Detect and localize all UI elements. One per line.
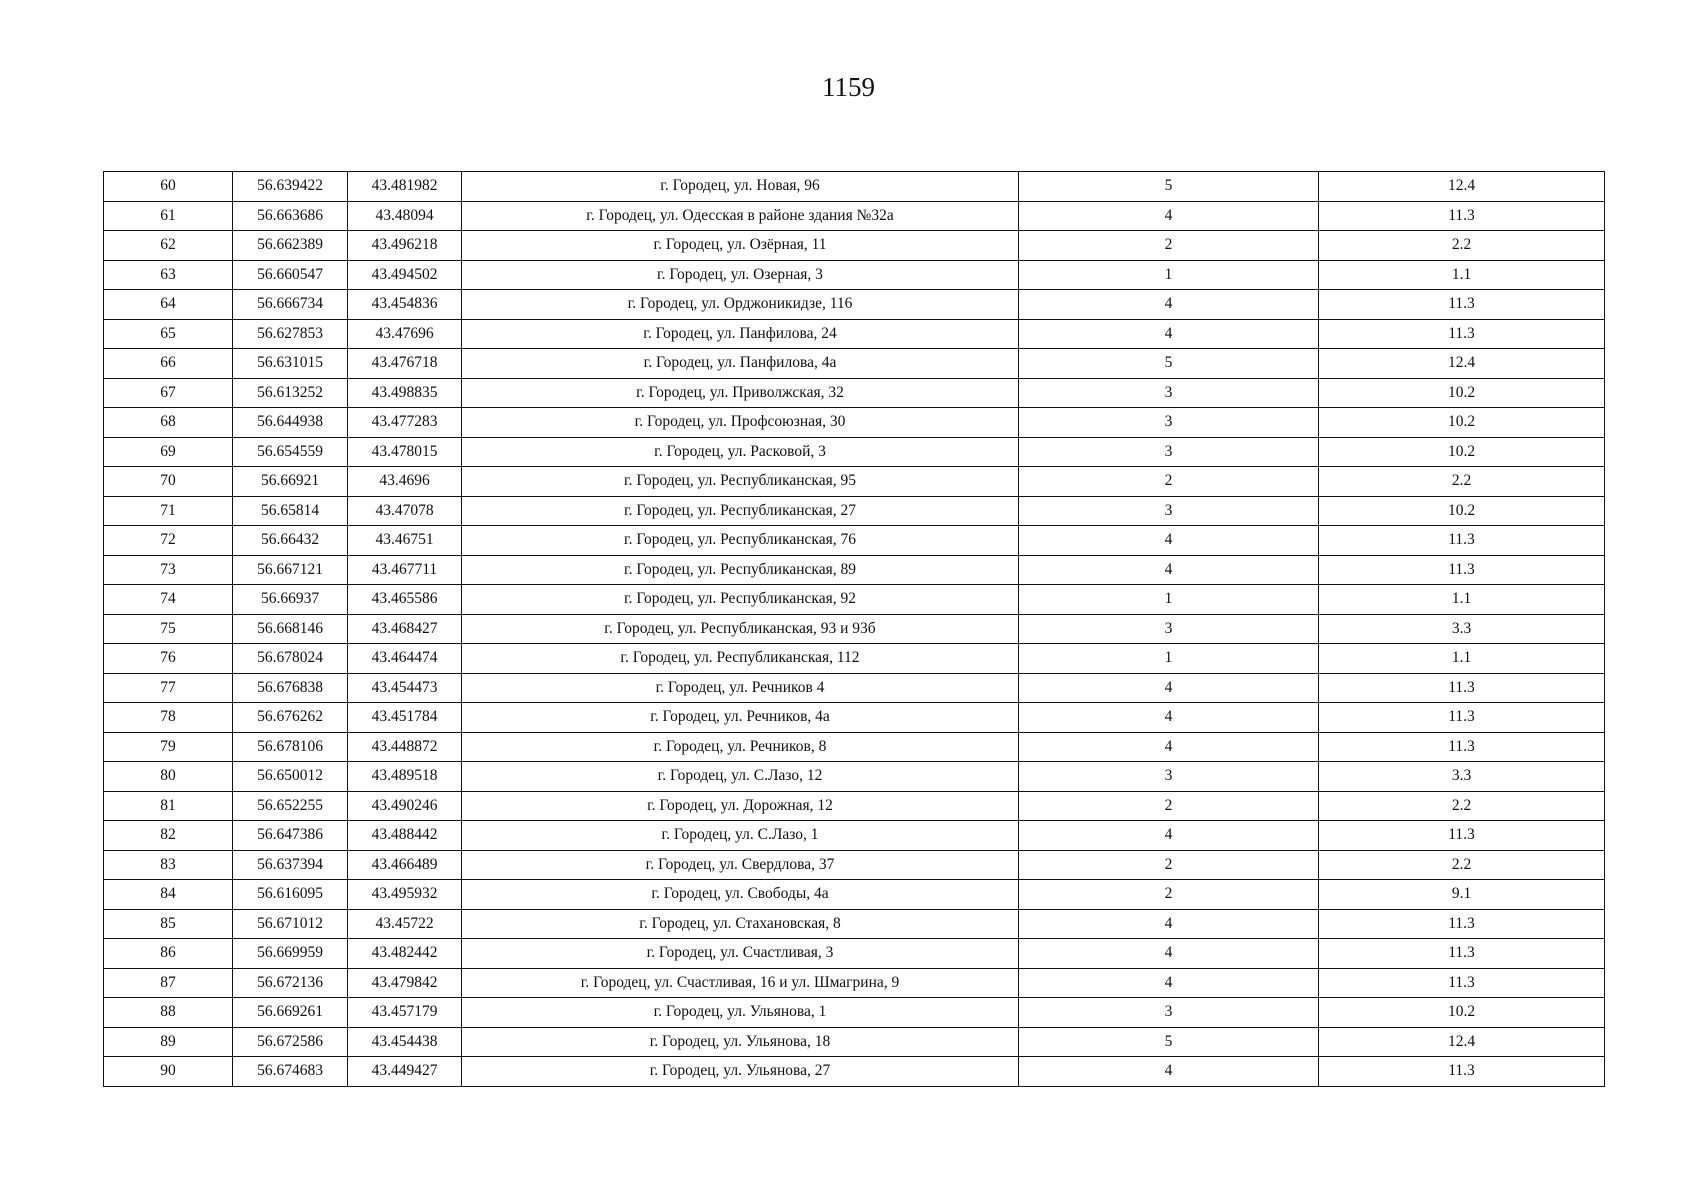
latitude-cell: 56.647386 bbox=[233, 821, 348, 851]
longitude-cell: 43.464474 bbox=[348, 644, 462, 674]
table-row bbox=[104, 644, 1605, 674]
count-cell: 1 bbox=[1019, 260, 1319, 290]
latitude-cell: 56.672586 bbox=[233, 1027, 348, 1057]
latitude-cell: 56.631015 bbox=[233, 349, 348, 379]
value-cell: 12.4 bbox=[1319, 1027, 1605, 1057]
latitude-cell: 56.676262 bbox=[233, 703, 348, 733]
longitude-cell: 43.481982 bbox=[348, 172, 462, 202]
value-cell: 2.2 bbox=[1319, 467, 1605, 497]
count-cell: 3 bbox=[1019, 408, 1319, 438]
row-number-cell: 88 bbox=[104, 998, 233, 1028]
count-cell: 4 bbox=[1019, 526, 1319, 556]
table-row bbox=[104, 231, 1605, 261]
row-number-cell: 60 bbox=[104, 172, 233, 202]
latitude-cell: 56.66432 bbox=[233, 526, 348, 556]
table-row bbox=[104, 1027, 1605, 1057]
row-number-cell: 62 bbox=[104, 231, 233, 261]
longitude-cell: 43.477283 bbox=[348, 408, 462, 438]
latitude-cell: 56.662389 bbox=[233, 231, 348, 261]
row-number-cell: 87 bbox=[104, 968, 233, 998]
count-cell: 4 bbox=[1019, 939, 1319, 969]
address-cell: г. Городец, ул. Озерная, 3 bbox=[462, 260, 1019, 290]
address-cell: г. Городец, ул. Счастливая, 16 и ул. Шмагрина, 9 bbox=[462, 968, 1019, 998]
row-number-cell: 78 bbox=[104, 703, 233, 733]
value-cell: 11.3 bbox=[1319, 732, 1605, 762]
latitude-cell: 56.678024 bbox=[233, 644, 348, 674]
table-row bbox=[104, 939, 1605, 969]
longitude-cell: 43.48094 bbox=[348, 201, 462, 231]
value-cell: 10.2 bbox=[1319, 408, 1605, 438]
longitude-cell: 43.454836 bbox=[348, 290, 462, 320]
latitude-cell: 56.627853 bbox=[233, 319, 348, 349]
value-cell: 11.3 bbox=[1319, 939, 1605, 969]
count-cell: 4 bbox=[1019, 732, 1319, 762]
address-cell: г. Городец, ул. Республиканская, 27 bbox=[462, 496, 1019, 526]
count-cell: 3 bbox=[1019, 762, 1319, 792]
table-row bbox=[104, 467, 1605, 497]
address-cell: г. Городец, ул. Ульянова, 27 bbox=[462, 1057, 1019, 1087]
count-cell: 3 bbox=[1019, 998, 1319, 1028]
value-cell: 3.3 bbox=[1319, 762, 1605, 792]
latitude-cell: 56.654559 bbox=[233, 437, 348, 467]
value-cell: 9.1 bbox=[1319, 880, 1605, 910]
row-number-cell: 69 bbox=[104, 437, 233, 467]
table-row bbox=[104, 791, 1605, 821]
address-cell: г. Городец, ул. Расковой, 3 bbox=[462, 437, 1019, 467]
value-cell: 1.1 bbox=[1319, 644, 1605, 674]
longitude-cell: 43.451784 bbox=[348, 703, 462, 733]
row-number-cell: 75 bbox=[104, 614, 233, 644]
table-row bbox=[104, 260, 1605, 290]
count-cell: 3 bbox=[1019, 437, 1319, 467]
value-cell: 11.3 bbox=[1319, 821, 1605, 851]
count-cell: 3 bbox=[1019, 496, 1319, 526]
address-cell: г. Городец, ул. Дорожная, 12 bbox=[462, 791, 1019, 821]
address-cell: г. Городец, ул. Республиканская, 92 bbox=[462, 585, 1019, 615]
longitude-cell: 43.467711 bbox=[348, 555, 462, 585]
latitude-cell: 56.663686 bbox=[233, 201, 348, 231]
longitude-cell: 43.478015 bbox=[348, 437, 462, 467]
value-cell: 11.3 bbox=[1319, 968, 1605, 998]
address-cell: г. Городец, ул. Приволжская, 32 bbox=[462, 378, 1019, 408]
longitude-cell: 43.482442 bbox=[348, 939, 462, 969]
table-row bbox=[104, 378, 1605, 408]
table-row bbox=[104, 850, 1605, 880]
table-row bbox=[104, 703, 1605, 733]
row-number-cell: 74 bbox=[104, 585, 233, 615]
value-cell: 11.3 bbox=[1319, 703, 1605, 733]
table-row bbox=[104, 496, 1605, 526]
address-cell: г. Городец, ул. Профсоюзная, 30 bbox=[462, 408, 1019, 438]
latitude-cell: 56.652255 bbox=[233, 791, 348, 821]
count-cell: 3 bbox=[1019, 614, 1319, 644]
value-cell: 2.2 bbox=[1319, 791, 1605, 821]
value-cell: 11.3 bbox=[1319, 290, 1605, 320]
value-cell: 11.3 bbox=[1319, 673, 1605, 703]
count-cell: 4 bbox=[1019, 290, 1319, 320]
address-cell: г. Городец, ул. Озёрная, 11 bbox=[462, 231, 1019, 261]
value-cell: 11.3 bbox=[1319, 201, 1605, 231]
longitude-cell: 43.468427 bbox=[348, 614, 462, 644]
longitude-cell: 43.4696 bbox=[348, 467, 462, 497]
count-cell: 3 bbox=[1019, 378, 1319, 408]
latitude-cell: 56.650012 bbox=[233, 762, 348, 792]
longitude-cell: 43.494502 bbox=[348, 260, 462, 290]
address-cell: г. Городец, ул. Панфилова, 24 bbox=[462, 319, 1019, 349]
count-cell: 1 bbox=[1019, 585, 1319, 615]
count-cell: 4 bbox=[1019, 673, 1319, 703]
table-row bbox=[104, 673, 1605, 703]
longitude-cell: 43.454438 bbox=[348, 1027, 462, 1057]
latitude-cell: 56.613252 bbox=[233, 378, 348, 408]
value-cell: 11.3 bbox=[1319, 526, 1605, 556]
data-table-container bbox=[103, 171, 1604, 1087]
row-number-cell: 64 bbox=[104, 290, 233, 320]
longitude-cell: 43.45722 bbox=[348, 909, 462, 939]
address-cell: г. Городец, ул. Республиканская, 93 и 93б bbox=[462, 614, 1019, 644]
row-number-cell: 89 bbox=[104, 1027, 233, 1057]
row-number-cell: 63 bbox=[104, 260, 233, 290]
longitude-cell: 43.448872 bbox=[348, 732, 462, 762]
table-row bbox=[104, 762, 1605, 792]
longitude-cell: 43.489518 bbox=[348, 762, 462, 792]
count-cell: 4 bbox=[1019, 555, 1319, 585]
table-row bbox=[104, 290, 1605, 320]
latitude-cell: 56.644938 bbox=[233, 408, 348, 438]
address-cell: г. Городец, ул. Орджоникидзе, 116 bbox=[462, 290, 1019, 320]
value-cell: 12.4 bbox=[1319, 172, 1605, 202]
count-cell: 2 bbox=[1019, 850, 1319, 880]
table-row bbox=[104, 909, 1605, 939]
latitude-cell: 56.669959 bbox=[233, 939, 348, 969]
row-number-cell: 71 bbox=[104, 496, 233, 526]
latitude-cell: 56.639422 bbox=[233, 172, 348, 202]
address-cell: г. Городец, ул. Новая, 96 bbox=[462, 172, 1019, 202]
latitude-cell: 56.667121 bbox=[233, 555, 348, 585]
address-cell: г. Городец, ул. Ульянова, 18 bbox=[462, 1027, 1019, 1057]
latitude-cell: 56.672136 bbox=[233, 968, 348, 998]
row-number-cell: 73 bbox=[104, 555, 233, 585]
latitude-cell: 56.65814 bbox=[233, 496, 348, 526]
value-cell: 2.2 bbox=[1319, 231, 1605, 261]
count-cell: 5 bbox=[1019, 172, 1319, 202]
data-table bbox=[103, 171, 1605, 1087]
value-cell: 10.2 bbox=[1319, 437, 1605, 467]
row-number-cell: 77 bbox=[104, 673, 233, 703]
row-number-cell: 82 bbox=[104, 821, 233, 851]
address-cell: г. Городец, ул. Республиканская, 112 bbox=[462, 644, 1019, 674]
address-cell: г. Городец, ул. С.Лазо, 12 bbox=[462, 762, 1019, 792]
row-number-cell: 66 bbox=[104, 349, 233, 379]
longitude-cell: 43.476718 bbox=[348, 349, 462, 379]
longitude-cell: 43.490246 bbox=[348, 791, 462, 821]
longitude-cell: 43.47696 bbox=[348, 319, 462, 349]
count-cell: 4 bbox=[1019, 201, 1319, 231]
value-cell: 11.3 bbox=[1319, 555, 1605, 585]
address-cell: г. Городец, ул. Счастливая, 3 bbox=[462, 939, 1019, 969]
table-row bbox=[104, 585, 1605, 615]
row-number-cell: 65 bbox=[104, 319, 233, 349]
count-cell: 4 bbox=[1019, 968, 1319, 998]
latitude-cell: 56.637394 bbox=[233, 850, 348, 880]
table-row bbox=[104, 319, 1605, 349]
count-cell: 4 bbox=[1019, 821, 1319, 851]
latitude-cell: 56.66937 bbox=[233, 585, 348, 615]
table-row bbox=[104, 526, 1605, 556]
longitude-cell: 43.466489 bbox=[348, 850, 462, 880]
count-cell: 2 bbox=[1019, 880, 1319, 910]
address-cell: г. Городец, ул. Ульянова, 1 bbox=[462, 998, 1019, 1028]
latitude-cell: 56.678106 bbox=[233, 732, 348, 762]
table-row bbox=[104, 880, 1605, 910]
latitude-cell: 56.669261 bbox=[233, 998, 348, 1028]
row-number-cell: 61 bbox=[104, 201, 233, 231]
value-cell: 11.3 bbox=[1319, 1057, 1605, 1087]
address-cell: г. Городец, ул. Свердлова, 37 bbox=[462, 850, 1019, 880]
latitude-cell: 56.666734 bbox=[233, 290, 348, 320]
value-cell: 2.2 bbox=[1319, 850, 1605, 880]
count-cell: 1 bbox=[1019, 644, 1319, 674]
table-row bbox=[104, 821, 1605, 851]
address-cell: г. Городец, ул. Панфилова, 4а bbox=[462, 349, 1019, 379]
address-cell: г. Городец, ул. Речников, 8 bbox=[462, 732, 1019, 762]
value-cell: 11.3 bbox=[1319, 319, 1605, 349]
address-cell: г. Городец, ул. Речников, 4а bbox=[462, 703, 1019, 733]
row-number-cell: 85 bbox=[104, 909, 233, 939]
longitude-cell: 43.47078 bbox=[348, 496, 462, 526]
table-row bbox=[104, 408, 1605, 438]
latitude-cell: 56.660547 bbox=[233, 260, 348, 290]
address-cell: г. Городец, ул. Республиканская, 95 bbox=[462, 467, 1019, 497]
longitude-cell: 43.449427 bbox=[348, 1057, 462, 1087]
table-row bbox=[104, 201, 1605, 231]
row-number-cell: 84 bbox=[104, 880, 233, 910]
page-number: 1159 bbox=[822, 72, 875, 102]
longitude-cell: 43.465586 bbox=[348, 585, 462, 615]
count-cell: 2 bbox=[1019, 791, 1319, 821]
address-cell: г. Городец, ул. Свободы, 4а bbox=[462, 880, 1019, 910]
table-body bbox=[104, 172, 1605, 1087]
value-cell: 11.3 bbox=[1319, 909, 1605, 939]
row-number-cell: 79 bbox=[104, 732, 233, 762]
value-cell: 3.3 bbox=[1319, 614, 1605, 644]
table-row bbox=[104, 998, 1605, 1028]
row-number-cell: 86 bbox=[104, 939, 233, 969]
row-number-cell: 76 bbox=[104, 644, 233, 674]
value-cell: 10.2 bbox=[1319, 496, 1605, 526]
longitude-cell: 43.46751 bbox=[348, 526, 462, 556]
longitude-cell: 43.454473 bbox=[348, 673, 462, 703]
value-cell: 10.2 bbox=[1319, 998, 1605, 1028]
address-cell: г. Городец, ул. Речников 4 bbox=[462, 673, 1019, 703]
row-number-cell: 70 bbox=[104, 467, 233, 497]
row-number-cell: 83 bbox=[104, 850, 233, 880]
longitude-cell: 43.457179 bbox=[348, 998, 462, 1028]
value-cell: 12.4 bbox=[1319, 349, 1605, 379]
longitude-cell: 43.479842 bbox=[348, 968, 462, 998]
longitude-cell: 43.498835 bbox=[348, 378, 462, 408]
count-cell: 5 bbox=[1019, 349, 1319, 379]
value-cell: 10.2 bbox=[1319, 378, 1605, 408]
count-cell: 5 bbox=[1019, 1027, 1319, 1057]
value-cell: 1.1 bbox=[1319, 260, 1605, 290]
latitude-cell: 56.676838 bbox=[233, 673, 348, 703]
count-cell: 4 bbox=[1019, 703, 1319, 733]
longitude-cell: 43.488442 bbox=[348, 821, 462, 851]
count-cell: 4 bbox=[1019, 909, 1319, 939]
address-cell: г. Городец, ул. С.Лазо, 1 bbox=[462, 821, 1019, 851]
longitude-cell: 43.495932 bbox=[348, 880, 462, 910]
table-row bbox=[104, 614, 1605, 644]
table-row bbox=[104, 1057, 1605, 1087]
latitude-cell: 56.66921 bbox=[233, 467, 348, 497]
table-row bbox=[104, 437, 1605, 467]
longitude-cell: 43.496218 bbox=[348, 231, 462, 261]
address-cell: г. Городец, ул. Одесская в районе здания №32а bbox=[462, 201, 1019, 231]
count-cell: 4 bbox=[1019, 319, 1319, 349]
row-number-cell: 81 bbox=[104, 791, 233, 821]
latitude-cell: 56.616095 bbox=[233, 880, 348, 910]
value-cell: 1.1 bbox=[1319, 585, 1605, 615]
latitude-cell: 56.671012 bbox=[233, 909, 348, 939]
address-cell: г. Городец, ул. Стахановская, 8 bbox=[462, 909, 1019, 939]
table-row bbox=[104, 732, 1605, 762]
table-row bbox=[104, 349, 1605, 379]
row-number-cell: 67 bbox=[104, 378, 233, 408]
row-number-cell: 80 bbox=[104, 762, 233, 792]
table-row bbox=[104, 555, 1605, 585]
address-cell: г. Городец, ул. Республиканская, 76 bbox=[462, 526, 1019, 556]
table-row bbox=[104, 172, 1605, 202]
count-cell: 4 bbox=[1019, 1057, 1319, 1087]
address-cell: г. Городец, ул. Республиканская, 89 bbox=[462, 555, 1019, 585]
count-cell: 2 bbox=[1019, 231, 1319, 261]
table-row bbox=[104, 968, 1605, 998]
latitude-cell: 56.674683 bbox=[233, 1057, 348, 1087]
latitude-cell: 56.668146 bbox=[233, 614, 348, 644]
row-number-cell: 90 bbox=[104, 1057, 233, 1087]
row-number-cell: 72 bbox=[104, 526, 233, 556]
row-number-cell: 68 bbox=[104, 408, 233, 438]
count-cell: 2 bbox=[1019, 467, 1319, 497]
